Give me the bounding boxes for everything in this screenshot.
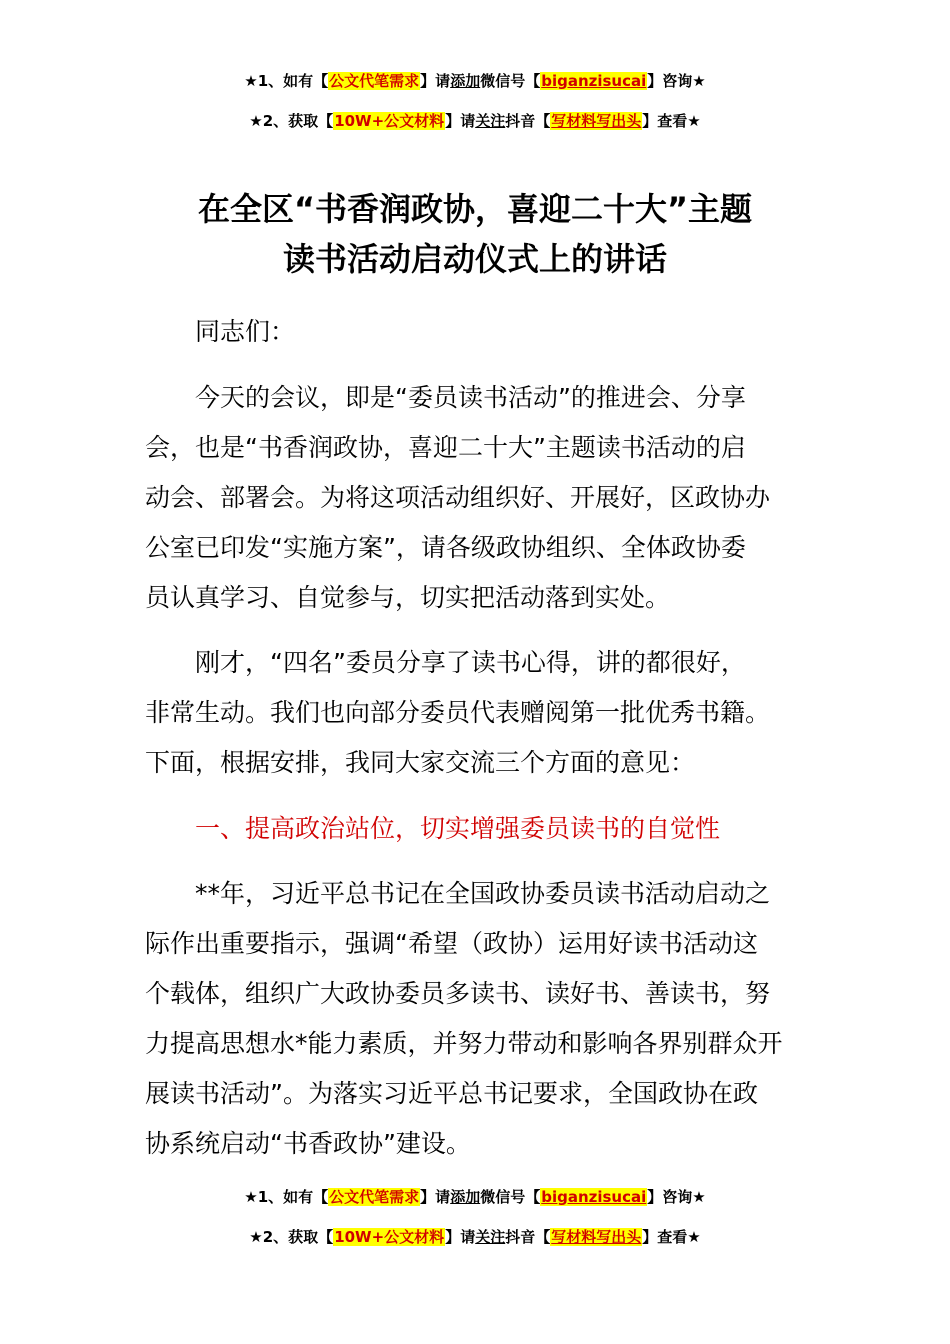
banner-text: 】咨询★ xyxy=(647,72,706,90)
banner-text: 】查看★ xyxy=(642,112,701,130)
underline-follow: 关注 xyxy=(475,112,506,130)
highlight-wechat-id: biganzisucai xyxy=(541,72,647,90)
highlight-service: 公文代笔需求 xyxy=(329,72,420,90)
paragraph-line: 非常生动。我们也向部分委员代表赠阅第一批优秀书籍。 xyxy=(145,698,771,727)
salutation-text: 同志们： xyxy=(195,317,296,346)
paragraph-line: 今天的会议，即是“委员读书活动”的推进会、分享 xyxy=(195,383,746,412)
paragraph-3 xyxy=(145,869,807,1169)
banner-text: 】查看★ xyxy=(642,1228,701,1246)
banner-text: 】请 xyxy=(420,72,451,90)
title-line-2: 读书活动启动仪式上的讲话 xyxy=(282,240,667,278)
paragraph-line: 力提高思想水*能力素质，并努力带动和影响各界别群众开 xyxy=(145,1029,783,1058)
banner-text: ★2、获取【 xyxy=(249,1228,334,1246)
paragraph-line: 际作出重要指示，强调“希望（政协）运用好读书活动这 xyxy=(145,929,758,958)
banner-text: ★2、获取【 xyxy=(249,112,334,130)
section-heading-1 xyxy=(145,804,807,854)
banner-text: ★1、如有【 xyxy=(244,72,329,90)
banner-text: 抖音【 xyxy=(505,1228,551,1246)
highlight-douyin-id: 写材料写出头 xyxy=(551,1228,642,1246)
paragraph-line: 展读书活动”。为落实习近平总书记要求，全国政协在政 xyxy=(145,1079,758,1108)
paragraph-line: 下面，根据安排，我同大家交流三个方面的意见： xyxy=(145,748,696,777)
highlight-wechat-id: biganzisucai xyxy=(541,1188,647,1206)
banner-text: 微信号【 xyxy=(480,1188,541,1206)
underline-add: 添加 xyxy=(450,72,481,90)
banner-text: 微信号【 xyxy=(480,72,541,90)
promo-banner-top-line1 xyxy=(0,71,950,91)
promo-banner-bottom-line2 xyxy=(0,1227,950,1247)
highlight-service: 公文代笔需求 xyxy=(329,1188,420,1206)
highlight-douyin-id: 写材料写出头 xyxy=(551,112,642,130)
paragraph-line: 刚才，“四名”委员分享了读书心得，讲的都很好， xyxy=(195,648,746,677)
banner-text: 】咨询★ xyxy=(647,1188,706,1206)
underline-add: 添加 xyxy=(450,1188,481,1206)
paragraph-line: 动会、部署会。为将这项活动组织好、开展好，区政协办 xyxy=(145,483,771,512)
paragraph-2 xyxy=(145,638,807,788)
banner-text: 】请 xyxy=(420,1188,451,1206)
document-title xyxy=(0,184,950,284)
promo-banner-top-line2 xyxy=(0,111,950,131)
promo-banner-bottom-line1 xyxy=(0,1187,950,1207)
banner-text: ★1、如有【 xyxy=(244,1188,329,1206)
banner-text: 】请 xyxy=(445,1228,476,1246)
underline-follow: 关注 xyxy=(475,1228,506,1246)
paragraph-line: **年，习近平总书记在全国政协委员读书活动启动之 xyxy=(195,879,771,908)
banner-text: 抖音【 xyxy=(505,112,551,130)
paragraph-line: 员认真学习、自觉参与，切实把活动落到实处。 xyxy=(145,583,671,612)
salutation xyxy=(145,307,807,357)
highlight-materials: 10W+公文材料 xyxy=(334,112,445,130)
banner-text: 】请 xyxy=(445,112,476,130)
title-line-1: 在全区“书香润政协，喜迎二十大”主题 xyxy=(197,190,753,228)
section-heading-text: 一、提高政治站位，切实增强委员读书的自觉性 xyxy=(195,814,721,843)
paragraph-line: 个载体，组织广大政协委员多读书、读好书、善读书，努 xyxy=(145,979,771,1008)
paragraph-line: 协系统启动“书香政协”建设。 xyxy=(145,1129,471,1158)
paragraph-line: 公室已印发“实施方案”，请各级政协组织、全体政协委 xyxy=(145,533,746,562)
paragraph-line: 会，也是“书香润政协，喜迎二十大”主题读书活动的启 xyxy=(145,433,746,462)
paragraph-1 xyxy=(145,373,807,623)
highlight-materials: 10W+公文材料 xyxy=(334,1228,445,1246)
